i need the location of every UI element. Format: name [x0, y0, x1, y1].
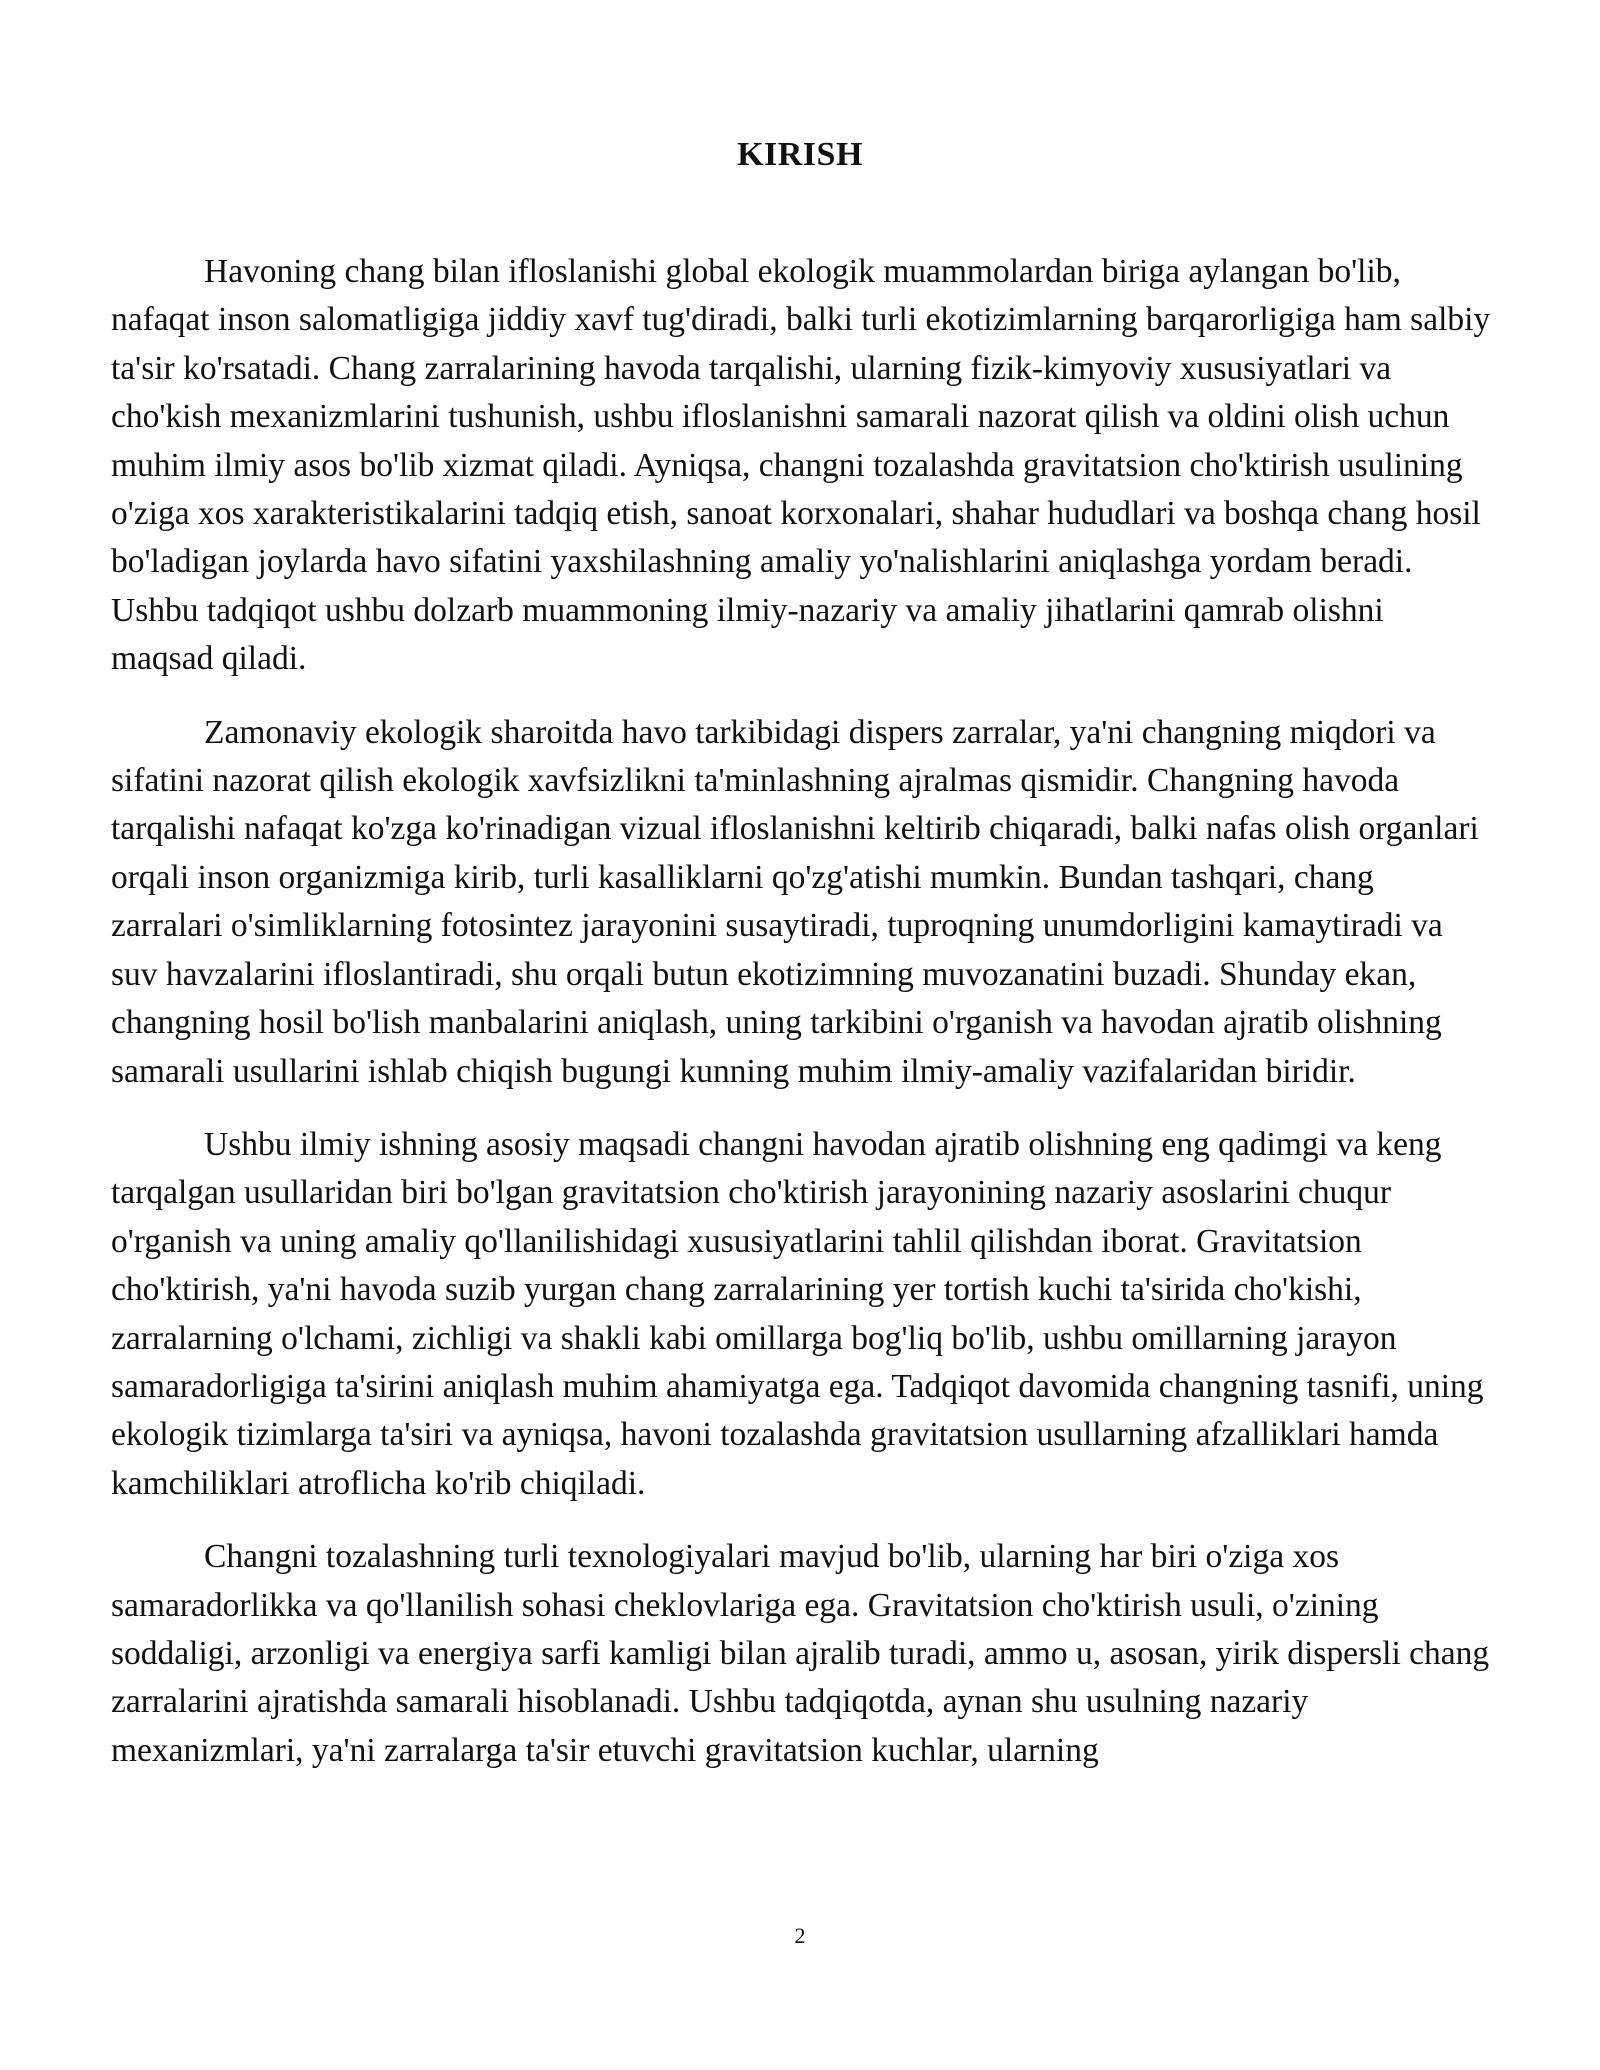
page-title: KIRISH: [737, 135, 863, 173]
paragraph-2: Zamonaviy ekologik sharoitda havo tarkibidagi dispers zarralar, ya'ni changning miqdori va sifatini nazorat qilish ekologik xavfsizlikni ta'minlashning ajralmas qismidir. Changning havoda tarqalishi nafaqat ko'zga ko'rinadigan vizual ifloslanishni keltirib chiqaradi, balki nafas olish organlari orqali inson organizmiga kirib, turli kasalliklarni qo'zg'atishi mumkin. Bundan tashqari, chang zarralari o'simliklarning fotosintez jarayonini susaytiradi, tuproqning unumdorligini kamaytiradi va suv havzalarini ifloslantiradi, shu orqali butun ekotizimning muvozanatini buzadi. Shunday ekan, changning hosil bo'lish manbalarini aniqlash, uning tarkibini o'rganish va havodan ajratib olishning samarali usullarini ishlab chiqish bugungi kunning muhim ilmiy-amaliy vazifalaridan biridir.: [111, 713, 1479, 1090]
body-text: [111, 248, 1491, 1800]
page-number: 2: [794, 1923, 806, 1948]
paragraph-4: Changni tozalashning turli texnologiyalari mavjud bo'lib, ularning har biri o'ziga xos samaradorlikka va qo'llanilish sohasi cheklovlariga ega. Gravitatsion cho'ktirish usuli, o'zining soddaligi, arzonligi va energiya sarfi kamligi bilan ajralib turadi, ammo u, asosan, yirik dispersli chang zarralarini ajratishda samarali hisoblanadi. Ushbu tadqiqotda, aynan shu usulning nazariy mexanizmlari, ya'ni zarralarga ta'sir etuvchi gravitatsion kuchlar, ularning: [111, 1538, 1490, 1769]
paragraph-1: Havoning chang bilan ifloslanishi global ekologik muammolardan biriga aylangan bo'lib, nafaqat inson salomatligiga jiddiy xavf tug'diradi, balki turli ekotizimlarning barqarorligiga ham salbiy ta'sir ko'rsatadi. Chang zarralarining havoda tarqalishi, ularning fizik-kimyoviy xususiyatlari va cho'kish mexanizmlarini tushunish, ushbu ifloslanishni samarali nazorat qilish va oldini olish uchun muhim ilmiy asos bo'lib xizmat qiladi. Ayniqsa, changni tozalashda gravitatsion cho'ktirish usulining o'ziga xos xarakteristikalarini tadqiq etish, sanoat korxonalari, shahar hududlari va boshqa chang hosil bo'ladigan joylarda havo sifatini yaxshilashning amaliy yo'nalishlarini aniqlashga yordam beradi. Ushbu tadqiqot ushbu dolzarb muammoning ilmiy-nazariy va amaliy jihatlarini qamrab olishni maqsad qiladi.: [111, 253, 1491, 678]
paragraph-3: Ushbu ilmiy ishning asosiy maqsadi changni havodan ajratib olishning eng qadimgi va keng tarqalgan usullaridan biri bo'lgan gravitatsion cho'ktirish jarayonining nazariy asoslarini chuqur o'rganish va uning amaliy qo'llanilishidagi xususiyatlarini tahlil qilishdan iborat. Gravitatsion cho'ktirish, ya'ni havoda suzib yurgan chang zarralarining yer tortish kuchi ta'sirida cho'kishi, zarralarning o'lchami, zichligi va shakli kabi omillarga bog'liq bo'lib, ushbu omillarning jarayon samaradorligiga ta'sirini aniqlash muhim ahamiyatga ega. Tadqiqot davomida changning tasnifi, uning ekologik tizimlarga ta'siri va ayniqsa, havoni tozalashda gravitatsion usullarning afzalliklari hamda kamchiliklari atroflicha ko'rib chiqiladi.: [111, 1125, 1484, 1502]
